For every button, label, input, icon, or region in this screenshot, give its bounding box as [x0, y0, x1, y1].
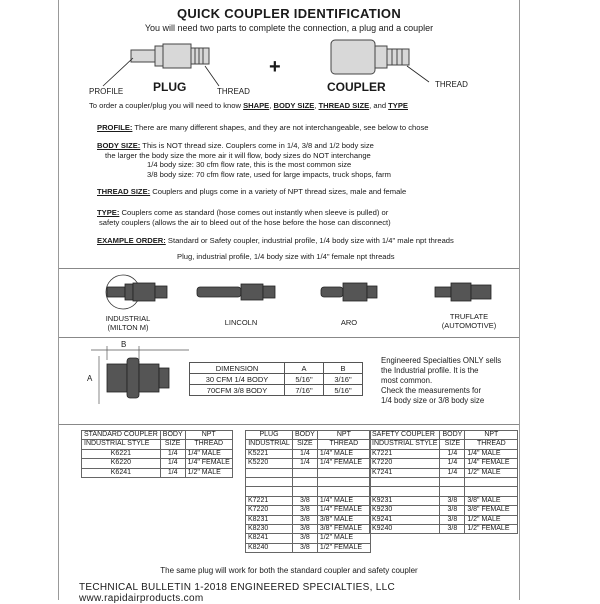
table-row: K5221 1/4 1/4" MALE: [246, 449, 371, 458]
table-row: 30 CFM 1/4 BODY 5/16" 3/16": [190, 374, 363, 385]
profile-industrial: INDUSTRIAL (MILTON M): [105, 314, 151, 332]
table-row: K9240 3/8 1/2" FEMALE: [370, 525, 518, 534]
plug-table: [245, 430, 371, 553]
lincoln-plug-icon: [197, 284, 275, 300]
coupler-thread-callout: THREAD: [435, 80, 468, 89]
order-intro: To order a coupler/plug you will need to know SHAPE, BODY SIZE, THREAD SIZE, and TYPE: [89, 101, 408, 110]
body-size-paragraph: BODY SIZE: This is NOT thread size. Couplers come in 1/4, 3/8 and 1/2 body size the larger the body size the more air it will flow, body sizes do NOT interchange 1/4 body size: 30 cfm flow rate, this is the most common size 3/8 body size: 70 cfm flow rate, used for large impacts, truck shops, farm: [97, 141, 391, 179]
table-row: K8241 3/8 1/2" MALE: [246, 534, 371, 543]
profile-callout: PROFILE: [89, 87, 124, 96]
table-row: K9241 3/8 1/2" MALE: [370, 515, 518, 524]
coupler-drawing-icon: [331, 40, 409, 74]
table-row: K7221 3/8 1/4" MALE: [246, 496, 371, 505]
table-row: [370, 478, 518, 487]
truflate-plug-icon: [435, 283, 491, 301]
profile-lincoln: LINCOLN: [224, 318, 258, 327]
table-row: K9230 3/8 3/8" FEMALE: [370, 506, 518, 515]
example-order-paragraph: EXAMPLE ORDER: Standard or Safety coupler, industrial profile, 1/4 body size with 1/4" male npt threads Plug, industrial profile, 1/4 body size with 1/4" female npt threads: [97, 236, 454, 261]
dimension-diagram: [59, 340, 189, 420]
table-row: [370, 487, 518, 496]
coupler-label: COUPLER: [327, 80, 386, 94]
table-header-row: INDUSTRIAL STYLE SIZE THREAD: [370, 440, 518, 449]
page-subtitle: You will need two parts to complete the connection, a plug and a coupler: [144, 23, 434, 33]
plug-label: PLUG: [153, 80, 187, 94]
table-header-row: PLUG BODY NPT: [246, 431, 371, 440]
industrial-note: Engineered Specialties ONLY sells the Industrial profile. It is the most common. Check the measurements for 1/4 body size or 3/8 body size: [381, 356, 502, 405]
divider: [59, 337, 519, 338]
table-row: K5220 1/4 1/4" FEMALE: [246, 459, 371, 468]
page-title: QUICK COUPLER IDENTIFICATION: [176, 6, 402, 21]
dim-b-label: B: [121, 340, 127, 349]
table-row: K9231 3/8 3/8" MALE: [370, 496, 518, 505]
table-row: K7221 1/4 1/4" MALE: [370, 449, 518, 458]
table-header-row: SAFETY COUPLER BODY NPT: [370, 431, 518, 440]
table-row: K7220 1/4 1/4" FEMALE: [370, 459, 518, 468]
profile-aro: ARO: [340, 318, 358, 327]
profile-paragraph: PROFILE: There are many different shapes, and they are not interchangeable, see below to chose: [97, 123, 429, 132]
standard-coupler-table: [81, 430, 233, 478]
aro-plug-icon: [321, 283, 377, 301]
table-row: K6221 1/4 1/4" MALE: [82, 449, 233, 458]
table-row: K8231 3/8 3/8" MALE: [246, 515, 371, 524]
table-row: K7220 3/8 1/4" FEMALE: [246, 506, 371, 515]
table-row: 70CFM 3/8 BODY 7/16" 5/16": [190, 385, 363, 396]
table-header-row: STANDARD COUPLER BODY NPT: [82, 431, 233, 440]
plus-sign: +: [269, 56, 281, 78]
profile-truflate: TRUFLATE (AUTOMOTIVE): [441, 312, 497, 330]
table-header-row: INDUSTRIAL SIZE THREAD: [246, 440, 371, 449]
industrial-plug-icon: [106, 275, 167, 309]
dim-a-label: A: [87, 374, 93, 383]
table-row: [246, 468, 371, 477]
plug-drawing-icon: [131, 44, 209, 68]
table-row: K7241 1/4 1/2" MALE: [370, 468, 518, 477]
table-header-row: INDUSTRIAL STYLE SIZE THREAD: [82, 440, 233, 449]
footer-note: The same plug will work for both the standard coupler and safety coupler: [160, 566, 418, 575]
profiles-illustration: [59, 272, 519, 312]
table-row: [246, 487, 371, 496]
bulletin-page: [58, 0, 520, 604]
table-row: K6241 1/4 1/2" MALE: [82, 468, 233, 477]
footer-bulletin: TECHNICAL BULLETIN 1-2018 ENGINEERED SPECIALTIES, LLC www.rapidairproducts.com: [79, 582, 395, 604]
type-paragraph: TYPE: Couplers come as standard (hose comes out instantly when sleeve is pulled) or safety couplers (allows the air to bleed out of the hose before the hose can disconnect): [97, 208, 391, 227]
dimension-table: [189, 362, 363, 396]
table-row: K6220 1/4 1/4" FEMALE: [82, 459, 233, 468]
table-row: [246, 478, 371, 487]
table-row: K8230 3/8 3/8" FEMALE: [246, 525, 371, 534]
divider: [59, 424, 519, 425]
thread-size-paragraph: THREAD SIZE: Couplers and plugs come in a variety of NPT thread sizes, male and female: [97, 187, 407, 196]
table-row: K8240 3/8 1/2" FEMALE: [246, 543, 371, 552]
divider: [59, 268, 519, 269]
safety-coupler-table: [369, 430, 518, 534]
plug-thread-callout: THREAD: [217, 87, 250, 96]
table-row: DIMENSION A B: [190, 363, 363, 374]
